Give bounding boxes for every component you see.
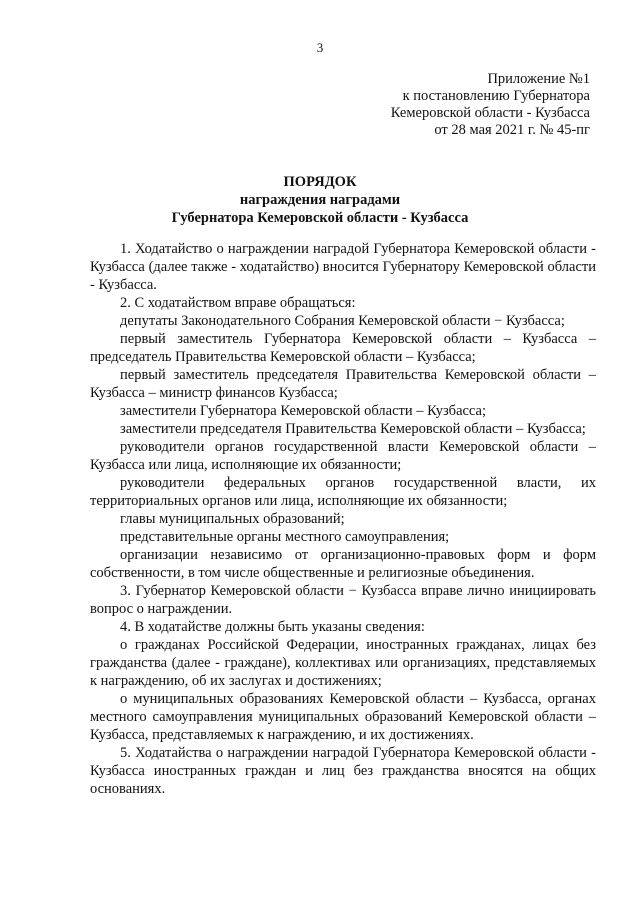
appendix-line-1: Приложение №1	[487, 71, 590, 87]
appendix-line-2: к постановлению Губернатора	[402, 88, 590, 104]
paragraph: заместители председателя Правительства Кемеровской области – Кузбасса;	[120, 421, 586, 437]
paragraph: 4. В ходатайстве должны быть указаны сведения:	[120, 619, 425, 635]
document-title: ПОРЯДОК	[283, 174, 357, 190]
document-subtitle-1: награждения наградами	[239, 192, 401, 208]
document-body	[90, 240, 596, 798]
paragraph: главы муниципальных образований;	[120, 511, 345, 527]
paragraph: о муниципальных образованиях Кемеровской области – Кузбасса, органах местного самоуправления муниципальных образований Кемеровской области – Кузбасса, представляемых к награждению, и их достижениях.	[90, 691, 596, 743]
paragraph: первый заместитель председателя Правительства Кемеровской области – Кузбасса – министр финансов Кузбасса;	[90, 367, 596, 401]
paragraph: руководители органов государственной власти Кемеровской области – Кузбасса или лица, исполняющие их обязанности;	[90, 439, 596, 473]
document-subtitle-2: Губернатора Кемеровской области - Кузбасса	[171, 210, 469, 226]
paragraph: первый заместитель Губернатора Кемеровской области – Кузбасса – председатель Правительства Кемеровской области – Кузбасса;	[90, 331, 596, 365]
paragraph: руководители федеральных органов государственной власти, их территориальных органов или лица, исполняющие их обязанности;	[90, 475, 596, 509]
appendix-block	[310, 71, 590, 139]
paragraph: представительные органы местного самоуправления;	[120, 529, 450, 545]
paragraph: 3. Губернатор Кемеровской области − Кузбасса вправе лично инициировать вопрос о награждении.	[90, 583, 596, 617]
appendix-line-4: от 28 мая 2021 г. № 45-пг	[434, 122, 590, 138]
paragraph: депутаты Законодательного Собрания Кемеровской области − Кузбасса;	[120, 313, 565, 329]
page-number: 3	[316, 40, 324, 55]
paragraph: организации независимо от организационно-правовых форм и форм собственности, в том числе общественные и религиозные объединения.	[90, 547, 596, 581]
paragraph: заместители Губернатора Кемеровской области – Кузбасса;	[120, 403, 487, 419]
paragraph: 5. Ходатайства о награждении наградой Губернатора Кемеровской области - Кузбасса иностранных граждан и лиц без гражданства вносятся на общих основаниях.	[90, 745, 596, 797]
document-heading	[0, 173, 640, 227]
appendix-line-3: Кемеровской области - Кузбасса	[390, 105, 590, 121]
paragraph: о гражданах Российской Федерации, иностранных гражданах, лицах без гражданства (далее - граждане), коллективах или организациях, представляемых к награждению, об их заслугах и достижениях;	[90, 637, 596, 689]
paragraph: 2. С ходатайством вправе обращаться:	[120, 295, 356, 311]
paragraph: 1. Ходатайство о награждении наградой Губернатора Кемеровской области - Кузбасса (далее также - ходатайство) вносится Губернатору Кемеровской области - Кузбасса.	[90, 241, 596, 293]
